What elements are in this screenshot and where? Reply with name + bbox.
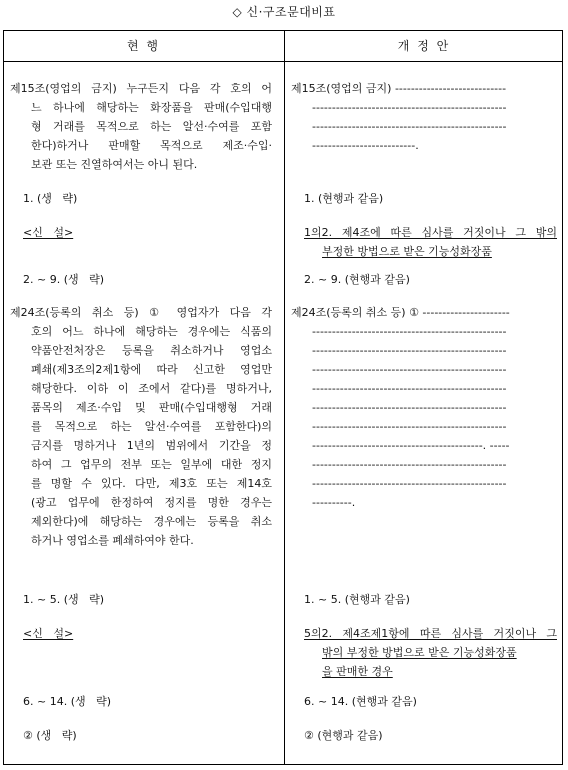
article-24-line: 해당한다. 이하 이 조에서 같다)를 명하거나,: [31, 382, 272, 395]
article-15-line: --------------------------.: [312, 139, 419, 152]
article-24-line: 제외한다)에 해당하는 경우에는 등록을 취소: [31, 515, 272, 528]
article-24-line: 제24조(등록의 취소 등) ① ----------------------: [291, 306, 510, 319]
article-15-line: 제15조(영업의 금지) ----------------------------: [291, 82, 507, 95]
article-24-line: -------------------------------------------------: [312, 477, 507, 490]
article-15-new-item-1-2: 1의2. 제4조에 따른 심사를 거짓이나 그 밖의: [304, 226, 557, 239]
article-24-line: 를 목적으로 하는 알선·수여를 포함한다)의: [31, 420, 272, 433]
article-24-line: 금지를 명하거나 1년의 범위에서 기간을 정: [31, 439, 272, 452]
article-15-line: 한다)하거나 판매할 목적으로 제조·수입·: [31, 139, 272, 152]
column-divider: [284, 30, 285, 765]
article-24-line: -------------------------------------------------: [312, 401, 507, 414]
article-24-line: -------------------------------------------------: [312, 420, 507, 433]
article-24-line: (광고 업무에 한정하여 정지를 명한 경우는: [31, 496, 272, 509]
header-divider: [3, 61, 563, 62]
article-15-item-1: 1. (현행과 같음): [304, 192, 384, 205]
article-24-items-6-14: 6. ~ 14. (생 략): [23, 695, 112, 708]
article-15-line: -------------------------------------------------: [312, 101, 507, 114]
current-column-header: 현 행: [127, 39, 160, 53]
article-24-line: 를 명할 수 있다. 다만, 제3호 또는 제14호: [31, 477, 272, 490]
article-24-line: 하거나 영업소를 폐쇄하여야 한다.: [31, 534, 194, 547]
article-24-line: -------------------------------------------. -----: [312, 439, 510, 452]
article-15-line: -------------------------------------------------: [312, 120, 507, 133]
article-24-line: ----------.: [312, 496, 356, 509]
article-24-line: 제24조(등록의 취소 등) ① 영업자가 다음 각: [10, 306, 272, 319]
article-15-new-item-placeholder: <신 설>: [23, 226, 74, 239]
article-24-paragraph-2: ② (현행과 같음): [304, 729, 383, 742]
article-24-new-item-5-2: 을 판매한 경우: [322, 665, 393, 678]
article-24-line: 호의 어느 하나에 해당하는 경우에는 식품의: [31, 325, 272, 338]
article-24-line: -------------------------------------------------: [312, 458, 507, 471]
article-15-items-2-9: 2. ~ 9. (현행과 같음): [304, 273, 410, 286]
article-24-line: 약품안전처장은 등록을 취소하거나 영업소: [31, 344, 272, 357]
article-24-new-item-placeholder: <신 설>: [23, 627, 74, 640]
article-24-new-item-5-2: 5의2. 제4조제1항에 따른 심사를 거짓이나 그: [304, 627, 557, 640]
article-15-new-item-1-2: 부정한 방법으로 받은 기능성화장품: [322, 245, 492, 258]
document-title: ◇ 신·구조문대비표: [232, 5, 336, 19]
article-24-items-1-5: 1. ~ 5. (현행과 같음): [304, 593, 410, 606]
article-24-paragraph-2: ② (생 략): [23, 729, 77, 742]
article-15-items-2-9: 2. ~ 9. (생 략): [23, 273, 105, 286]
article-24-line: 하여 그 업무의 전부 또는 일부에 대한 정지: [31, 458, 272, 471]
proposed-column-header: 개 정 안: [397, 39, 451, 53]
article-24-line: -------------------------------------------------: [312, 344, 507, 357]
article-24-line: 폐쇄(제3조의2제1항에 따라 신고한 영업만: [31, 363, 272, 376]
article-15-line: 형 거래를 목적으로 하는 알선·수여를 포함: [31, 120, 272, 133]
article-15-line: 느 하나에 해당하는 화장품을 판매(수입대행: [31, 101, 272, 114]
article-24-line: -------------------------------------------------: [312, 363, 507, 376]
article-24-line: -------------------------------------------------: [312, 325, 507, 338]
article-15-item-1: 1. (생 략): [23, 192, 78, 205]
article-24-line: -------------------------------------------------: [312, 382, 507, 395]
article-24-items-6-14: 6. ~ 14. (현행과 같음): [304, 695, 417, 708]
article-24-line: 품목의 제조·수입 및 판매(수입대행형 거래: [31, 401, 272, 414]
article-24-items-1-5: 1. ~ 5. (생 략): [23, 593, 105, 606]
article-24-new-item-5-2: 밖의 부정한 방법으로 받은 기능성화장품: [322, 646, 517, 659]
article-15-line: 제15조(영업의 금지) 누구든지 다음 각 호의 어: [10, 82, 272, 95]
article-15-line: 보관 또는 진열하여서는 아니 된다.: [31, 158, 198, 171]
